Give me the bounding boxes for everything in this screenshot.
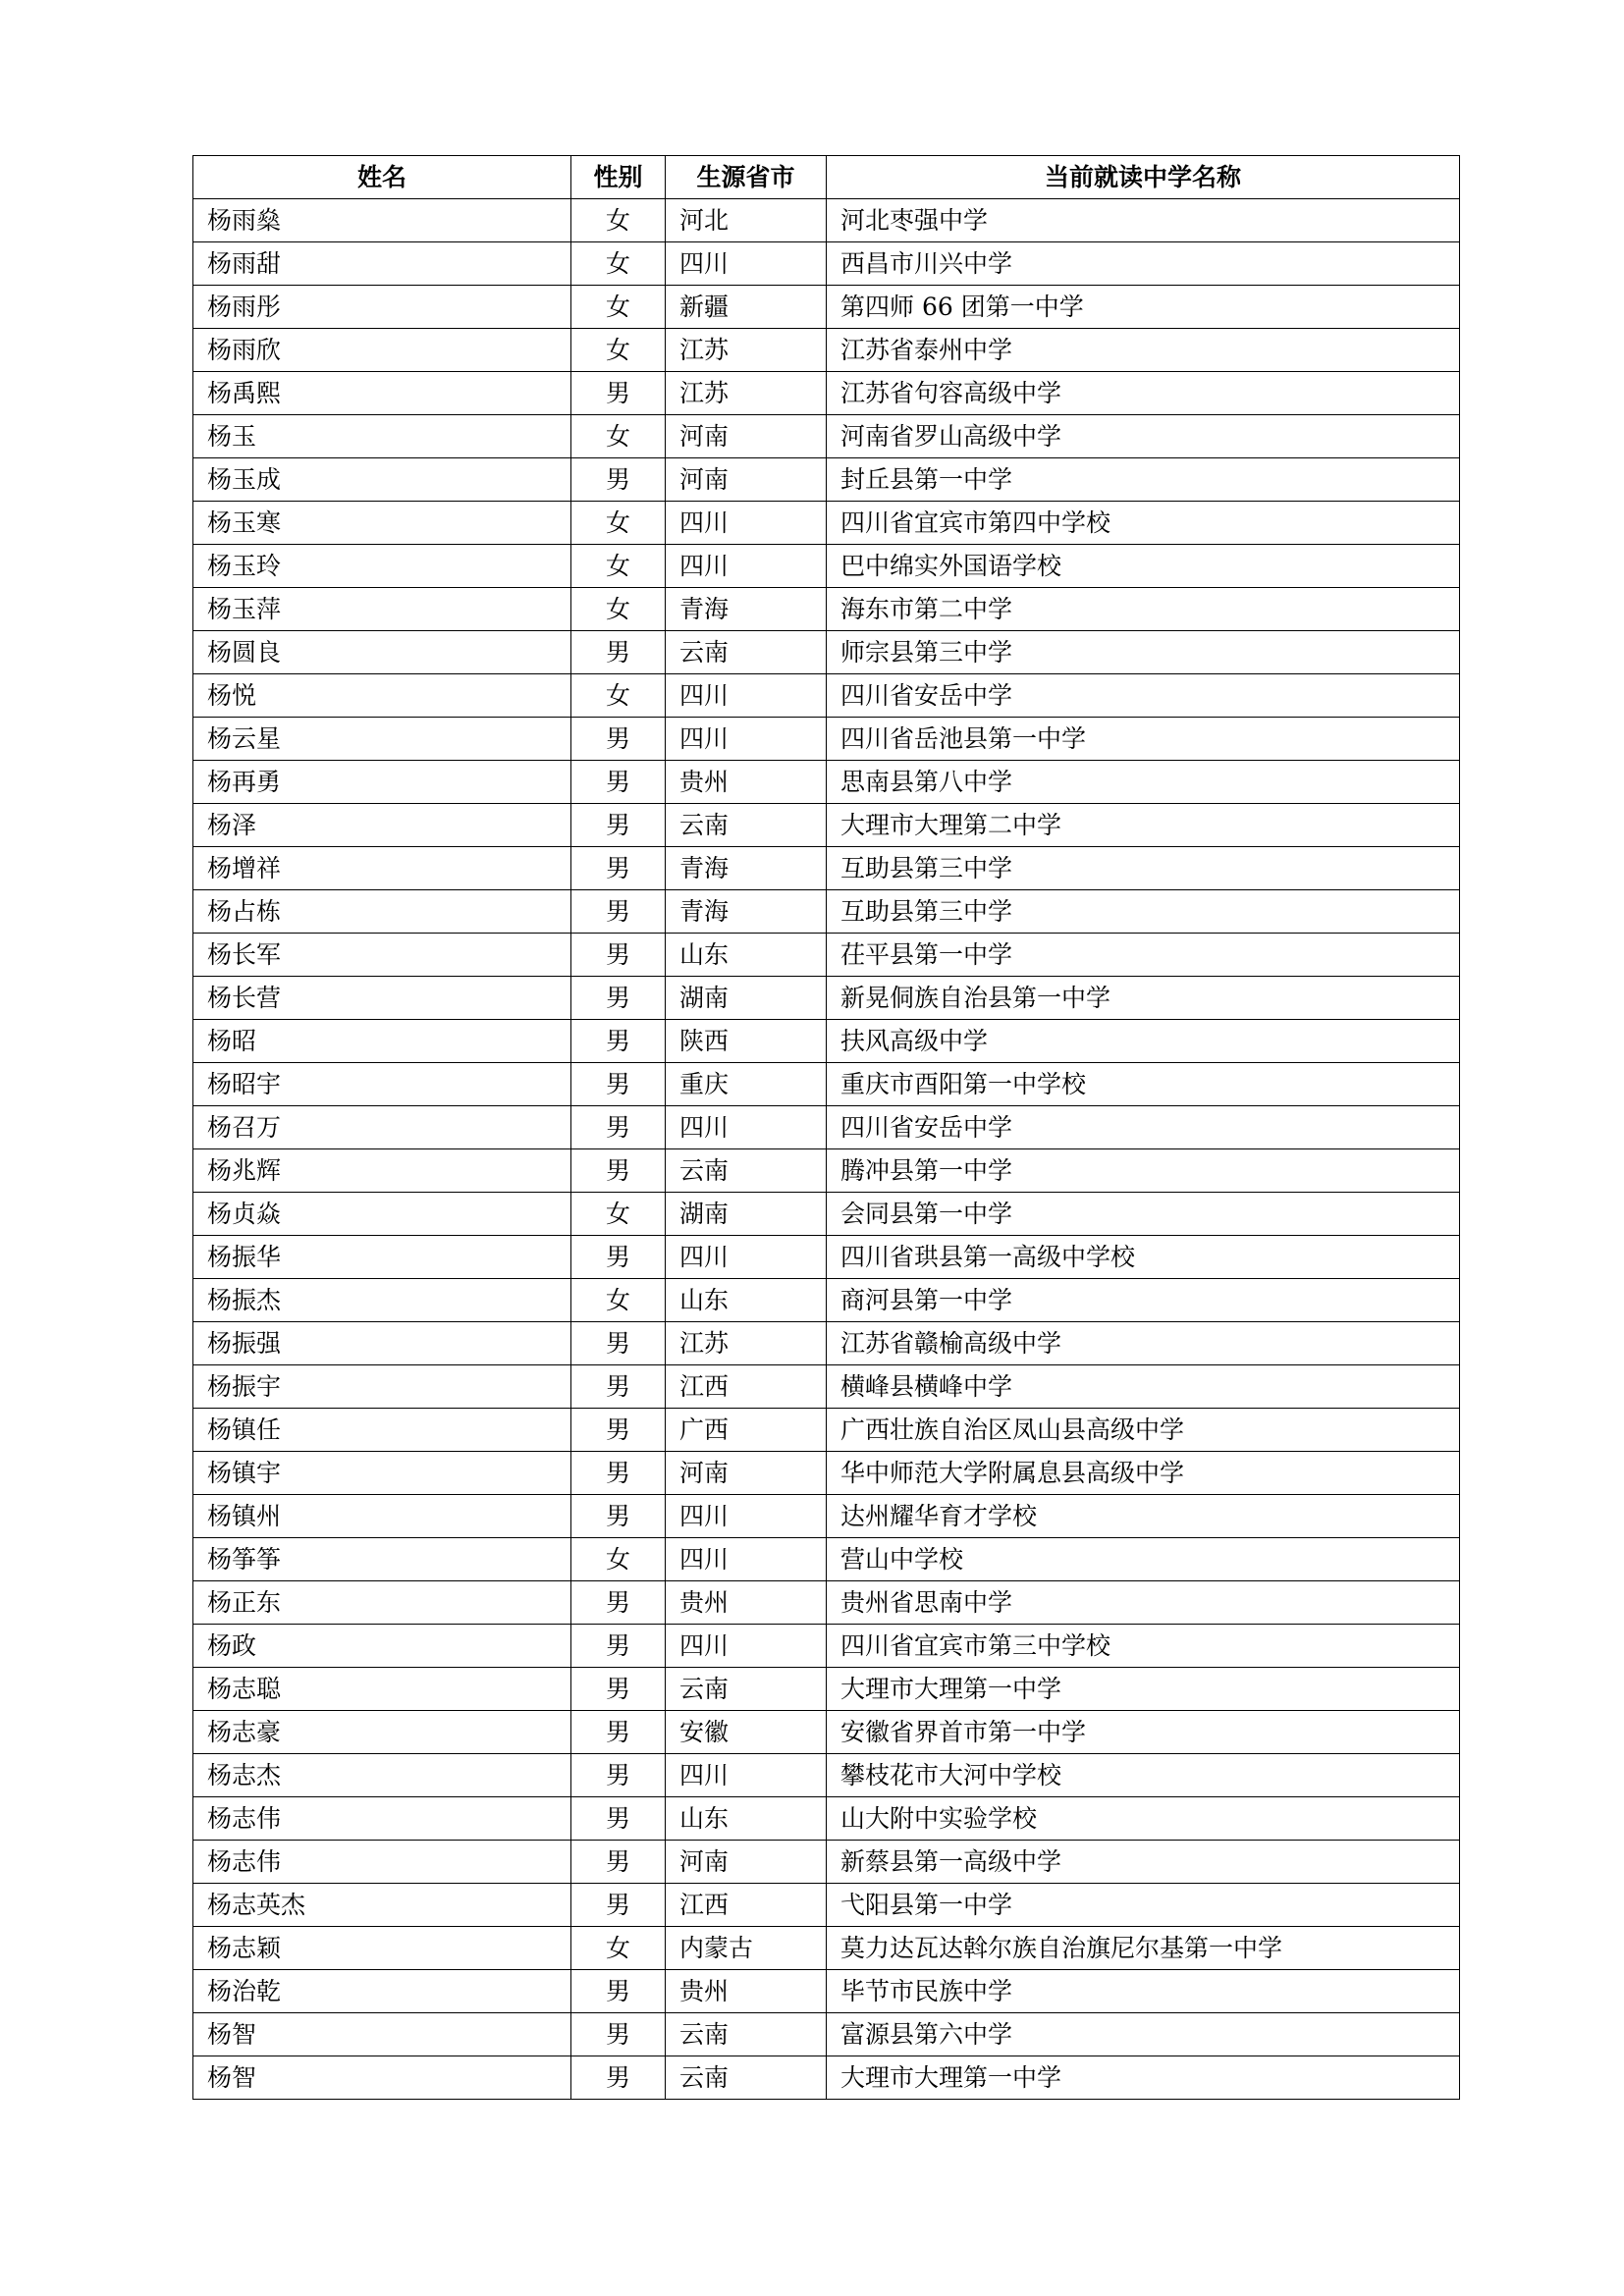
table-row [193,1970,1460,2013]
cell-province: 四川 [666,1495,827,1538]
cell-gender: 男 [571,372,666,415]
cell-gender: 女 [571,502,666,545]
cell-school: 互助县第三中学 [827,890,1460,934]
table-row [193,286,1460,329]
cell-school: 师宗县第三中学 [827,631,1460,674]
cell-school: 四川省安岳中学 [827,1106,1460,1149]
table-row [193,934,1460,977]
cell-province: 河南 [666,415,827,458]
cell-name: 杨雨燊 [193,199,571,242]
cell-province: 四川 [666,545,827,588]
cell-gender: 女 [571,1193,666,1236]
cell-province: 江苏 [666,1322,827,1365]
table-row [193,1927,1460,1970]
cell-name: 杨玉玲 [193,545,571,588]
cell-name: 杨长军 [193,934,571,977]
cell-province: 四川 [666,1538,827,1581]
table-row [193,761,1460,804]
cell-school: 营山中学校 [827,1538,1460,1581]
cell-name: 杨泽 [193,804,571,847]
table-row [193,1409,1460,1452]
cell-province: 云南 [666,1668,827,1711]
table-row [193,588,1460,631]
cell-school: 巴中绵实外国语学校 [827,545,1460,588]
cell-name: 杨振宇 [193,1365,571,1409]
cell-province: 云南 [666,804,827,847]
cell-school: 腾冲县第一中学 [827,1149,1460,1193]
cell-school: 商河县第一中学 [827,1279,1460,1322]
cell-name: 杨志杰 [193,1754,571,1797]
cell-province: 江西 [666,1365,827,1409]
cell-name: 杨昭 [193,1020,571,1063]
cell-gender: 男 [571,1495,666,1538]
cell-school: 封丘县第一中学 [827,458,1460,502]
cell-province: 内蒙古 [666,1927,827,1970]
cell-province: 云南 [666,2056,827,2100]
cell-name: 杨贞焱 [193,1193,571,1236]
cell-province: 江苏 [666,329,827,372]
cell-school: 毕节市民族中学 [827,1970,1460,2013]
cell-name: 杨雨甜 [193,242,571,286]
table-row [193,2056,1460,2100]
student-roster-table [192,155,1460,2100]
cell-gender: 男 [571,1409,666,1452]
cell-gender: 男 [571,934,666,977]
cell-province: 山东 [666,1279,827,1322]
cell-school: 河南省罗山高级中学 [827,415,1460,458]
cell-school: 江苏省句容高级中学 [827,372,1460,415]
cell-school: 江苏省赣榆高级中学 [827,1322,1460,1365]
table-row [193,847,1460,890]
cell-gender: 女 [571,329,666,372]
table-row [193,718,1460,761]
cell-province: 湖南 [666,977,827,1020]
table-row [193,1365,1460,1409]
cell-school: 新蔡县第一高级中学 [827,1841,1460,1884]
cell-province: 四川 [666,1625,827,1668]
cell-province: 四川 [666,1236,827,1279]
table-row [193,1711,1460,1754]
table-row [193,1149,1460,1193]
cell-province: 河南 [666,1841,827,1884]
table-row [193,1625,1460,1668]
cell-province: 贵州 [666,1970,827,2013]
cell-school: 四川省珙县第一高级中学校 [827,1236,1460,1279]
cell-gender: 男 [571,977,666,1020]
cell-name: 杨智 [193,2056,571,2100]
cell-gender: 男 [571,1020,666,1063]
table-row [193,674,1460,718]
cell-school: 西昌市川兴中学 [827,242,1460,286]
cell-name: 杨志豪 [193,1711,571,1754]
cell-gender: 男 [571,631,666,674]
cell-gender: 女 [571,199,666,242]
header-row [193,156,1460,199]
cell-province: 山东 [666,1797,827,1841]
cell-gender: 男 [571,890,666,934]
cell-province: 云南 [666,1149,827,1193]
cell-name: 杨志伟 [193,1841,571,1884]
cell-province: 四川 [666,1754,827,1797]
header-name: 姓名 [193,156,571,199]
table-row [193,1581,1460,1625]
cell-name: 杨圆良 [193,631,571,674]
table-row [193,329,1460,372]
cell-gender: 女 [571,1927,666,1970]
cell-school: 山大附中实验学校 [827,1797,1460,1841]
table-row [193,1193,1460,1236]
cell-gender: 男 [571,2056,666,2100]
cell-gender: 男 [571,804,666,847]
cell-name: 杨镇宇 [193,1452,571,1495]
table-row [193,502,1460,545]
cell-gender: 女 [571,286,666,329]
cell-name: 杨振华 [193,1236,571,1279]
cell-province: 青海 [666,847,827,890]
cell-name: 杨玉萍 [193,588,571,631]
cell-province: 河南 [666,1452,827,1495]
cell-gender: 女 [571,242,666,286]
cell-school: 河北枣强中学 [827,199,1460,242]
cell-school: 会同县第一中学 [827,1193,1460,1236]
cell-school: 四川省宜宾市第三中学校 [827,1625,1460,1668]
cell-province: 安徽 [666,1711,827,1754]
table-row [193,890,1460,934]
cell-name: 杨再勇 [193,761,571,804]
cell-gender: 女 [571,545,666,588]
table-row [193,1106,1460,1149]
table-row [193,1495,1460,1538]
cell-name: 杨镇任 [193,1409,571,1452]
header-gender: 性别 [571,156,666,199]
cell-school: 四川省宜宾市第四中学校 [827,502,1460,545]
table-row [193,1452,1460,1495]
cell-school: 四川省安岳中学 [827,674,1460,718]
header-school: 当前就读中学名称 [827,156,1460,199]
cell-gender: 女 [571,588,666,631]
cell-school: 攀枝花市大河中学校 [827,1754,1460,1797]
cell-school: 横峰县横峰中学 [827,1365,1460,1409]
table-row [193,1884,1460,1927]
table-row [193,1797,1460,1841]
cell-name: 杨玉成 [193,458,571,502]
cell-province: 河北 [666,199,827,242]
cell-school: 达州耀华育才学校 [827,1495,1460,1538]
table-row [193,1063,1460,1106]
table-row [193,415,1460,458]
cell-gender: 男 [571,1841,666,1884]
cell-gender: 男 [571,1063,666,1106]
cell-gender: 男 [571,1625,666,1668]
cell-name: 杨智 [193,2013,571,2056]
cell-school: 弋阳县第一中学 [827,1884,1460,1927]
table-row [193,1279,1460,1322]
table-row [193,977,1460,1020]
cell-school: 大理市大理第一中学 [827,2056,1460,2100]
cell-gender: 男 [571,1884,666,1927]
cell-name: 杨悦 [193,674,571,718]
cell-name: 杨筝筝 [193,1538,571,1581]
cell-province: 湖南 [666,1193,827,1236]
cell-school: 第四师 66 团第一中学 [827,286,1460,329]
cell-name: 杨玉 [193,415,571,458]
cell-province: 四川 [666,674,827,718]
cell-gender: 男 [571,1668,666,1711]
cell-province: 四川 [666,242,827,286]
header-province: 生源省市 [666,156,827,199]
cell-gender: 女 [571,1538,666,1581]
table-row [193,199,1460,242]
cell-school: 大理市大理第二中学 [827,804,1460,847]
cell-gender: 男 [571,1754,666,1797]
cell-gender: 男 [571,1149,666,1193]
cell-name: 杨禹熙 [193,372,571,415]
cell-province: 重庆 [666,1063,827,1106]
cell-province: 山东 [666,934,827,977]
cell-school: 江苏省泰州中学 [827,329,1460,372]
cell-gender: 男 [571,1452,666,1495]
cell-name: 杨玉寒 [193,502,571,545]
cell-province: 河南 [666,458,827,502]
cell-school: 茌平县第一中学 [827,934,1460,977]
cell-name: 杨志聪 [193,1668,571,1711]
cell-name: 杨镇州 [193,1495,571,1538]
table-row [193,372,1460,415]
cell-school: 富源县第六中学 [827,2013,1460,2056]
cell-province: 四川 [666,502,827,545]
table-row [193,1754,1460,1797]
cell-name: 杨雨彤 [193,286,571,329]
cell-name: 杨雨欣 [193,329,571,372]
cell-school: 莫力达瓦达斡尔族自治旗尼尔基第一中学 [827,1927,1460,1970]
cell-name: 杨振强 [193,1322,571,1365]
cell-school: 四川省岳池县第一中学 [827,718,1460,761]
cell-gender: 男 [571,761,666,804]
cell-province: 四川 [666,1106,827,1149]
cell-gender: 男 [571,1970,666,2013]
table-row [193,2013,1460,2056]
cell-gender: 男 [571,1581,666,1625]
cell-province: 新疆 [666,286,827,329]
cell-province: 广西 [666,1409,827,1452]
cell-school: 大理市大理第一中学 [827,1668,1460,1711]
cell-gender: 男 [571,1236,666,1279]
table-row [193,804,1460,847]
cell-province: 云南 [666,631,827,674]
cell-gender: 男 [571,1797,666,1841]
cell-name: 杨志颖 [193,1927,571,1970]
cell-name: 杨志伟 [193,1797,571,1841]
cell-name: 杨云星 [193,718,571,761]
cell-school: 华中师范大学附属息县高级中学 [827,1452,1460,1495]
cell-province: 贵州 [666,761,827,804]
table-row [193,1322,1460,1365]
cell-gender: 男 [571,718,666,761]
table-row [193,1020,1460,1063]
cell-name: 杨治乾 [193,1970,571,2013]
table-row [193,1236,1460,1279]
cell-gender: 女 [571,674,666,718]
cell-gender: 男 [571,1106,666,1149]
table-row [193,458,1460,502]
cell-school: 新晃侗族自治县第一中学 [827,977,1460,1020]
cell-name: 杨占栋 [193,890,571,934]
cell-school: 思南县第八中学 [827,761,1460,804]
cell-gender: 男 [571,847,666,890]
cell-school: 贵州省思南中学 [827,1581,1460,1625]
cell-name: 杨振杰 [193,1279,571,1322]
cell-school: 扶风高级中学 [827,1020,1460,1063]
cell-province: 江西 [666,1884,827,1927]
cell-province: 陕西 [666,1020,827,1063]
cell-name: 杨政 [193,1625,571,1668]
table-row [193,1841,1460,1884]
cell-school: 广西壮族自治区凤山县高级中学 [827,1409,1460,1452]
cell-province: 青海 [666,588,827,631]
cell-province: 四川 [666,718,827,761]
cell-province: 贵州 [666,1581,827,1625]
cell-province: 青海 [666,890,827,934]
cell-school: 互助县第三中学 [827,847,1460,890]
cell-school: 重庆市酉阳第一中学校 [827,1063,1460,1106]
cell-name: 杨增祥 [193,847,571,890]
cell-name: 杨兆辉 [193,1149,571,1193]
cell-name: 杨昭宇 [193,1063,571,1106]
table-body [193,199,1460,2100]
table-row [193,545,1460,588]
table-row [193,631,1460,674]
cell-province: 江苏 [666,372,827,415]
cell-province: 云南 [666,2013,827,2056]
cell-name: 杨志英杰 [193,1884,571,1927]
table-row [193,1668,1460,1711]
cell-gender: 男 [571,2013,666,2056]
cell-school: 安徽省界首市第一中学 [827,1711,1460,1754]
cell-name: 杨正东 [193,1581,571,1625]
table-row [193,1538,1460,1581]
table-header [193,156,1460,199]
cell-gender: 女 [571,415,666,458]
cell-gender: 男 [571,1365,666,1409]
cell-school: 海东市第二中学 [827,588,1460,631]
table-row [193,242,1460,286]
cell-gender: 男 [571,458,666,502]
cell-name: 杨长营 [193,977,571,1020]
cell-gender: 男 [571,1322,666,1365]
cell-gender: 女 [571,1279,666,1322]
cell-name: 杨召万 [193,1106,571,1149]
cell-gender: 男 [571,1711,666,1754]
